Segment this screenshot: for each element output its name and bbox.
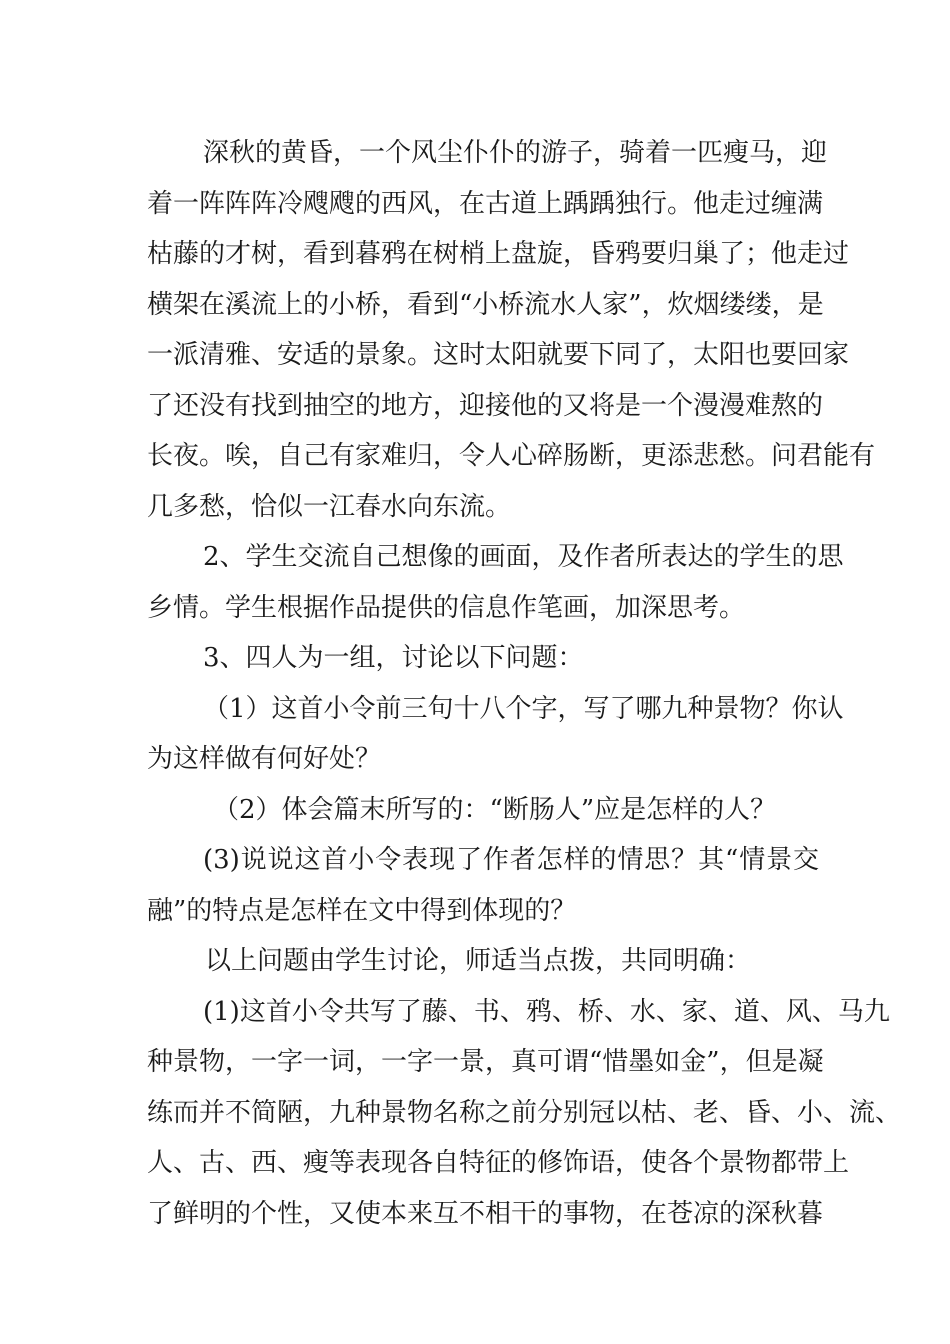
paragraph-line: 为这样做有何好处？	[147, 744, 382, 774]
paragraph-line: 枯藤的才树，看到暮鸦在树梢上盘旋，昏鸦要归巢了；他走过	[147, 239, 850, 269]
paragraph-line: 种景物，一字一词，一字一景，真可谓“惜墨如金”，但是凝	[147, 1047, 824, 1077]
paragraph-line: 3、四人为一组，讨论以下问题：	[203, 643, 584, 673]
paragraph-line: 了鲜明的个性，又使本来互不相干的事物，在苍凉的深秋暮	[147, 1198, 824, 1229]
paragraph-line: 深秋的黄昏，一个风尘仆仆的游子，骑着一匹瘦马，迎	[203, 138, 828, 168]
paragraph-line: 练而并不简陋，九种景物名称之前分别冠以枯、老、昏、小、流、	[147, 1097, 902, 1128]
paragraph-line: (3)说说这首小令表现了作者怎样的情思？其“情景交	[203, 845, 819, 875]
paragraph-line: 一派清雅、安适的景象。这时太阳就要下同了，太阳也要回家	[147, 340, 850, 370]
paragraph-line: 以上问题由学生讨论，师适当点拨，共同明确：	[205, 946, 752, 976]
paragraph-line: 了还没有找到抽空的地方，迎接他的又将是一个漫漫难熬的	[147, 390, 824, 421]
paragraph-line: 融”的特点是怎样在文中得到体现的？	[147, 895, 577, 926]
paragraph-line: 人、古、西、瘦等表现各自特征的修饰语，使各个景物都带上	[147, 1148, 850, 1178]
paragraph-line: 横架在溪流上的小桥，看到“小桥流水人家”，炊烟缕缕，是	[147, 289, 824, 320]
paragraph-line: 乡情。学生根据作品提供的信息作笔画，加深思考。	[147, 592, 746, 623]
paragraph-line: 几多愁，恰似一江春水向东流。	[147, 491, 512, 522]
paragraph-line: 长夜。唉，自己有家难归，令人心碎肠断，更添悲愁。问君能有	[147, 441, 876, 471]
paragraph-line: 着一阵阵阵冷飕飕的西风，在古道上踽踽独行。他走过缠满	[147, 188, 824, 219]
paragraph-line: （1）这首小令前三句十八个字，写了哪九种景物？你认	[203, 693, 844, 724]
paragraph-line: (1)这首小令共写了藤、书、鸦、桥、水、家、道、风、马九	[203, 996, 890, 1027]
paragraph-line: 2、学生交流自己想像的画面，及作者所表达的学生的思	[203, 542, 844, 572]
document-body	[147, 128, 902, 1239]
paragraph-line: （2）体会篇末所写的：“断肠人”应是怎样的人？	[213, 794, 777, 825]
